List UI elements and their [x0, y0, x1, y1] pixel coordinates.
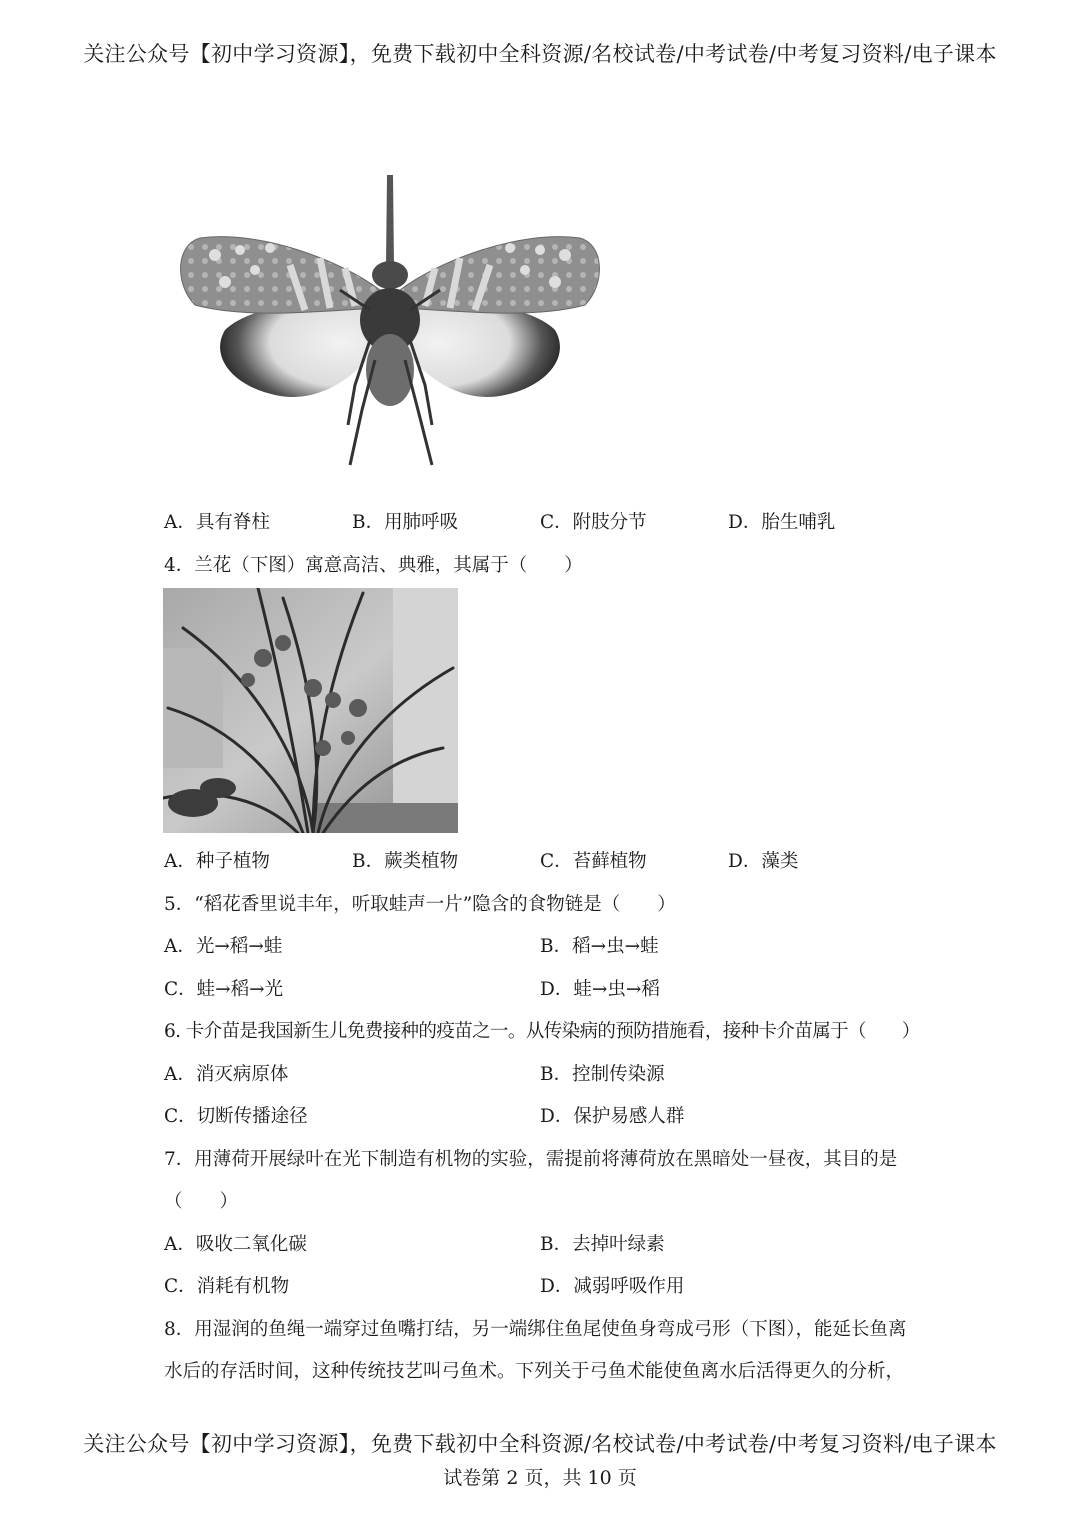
- q7-option-d: D．减弱呼吸作用: [540, 1276, 685, 1297]
- q6-stem: 6. 卡介苗是我国新生儿免费接种的疫苗之一。从传染病的预防措施看，接种卡介苗属于（ ）: [164, 1021, 920, 1042]
- q3-option-c: C．附肢分节: [540, 512, 647, 533]
- q4-option-b: B．蕨类植物: [352, 851, 459, 872]
- q5-option-d: D．蛙→虫→稻: [540, 979, 660, 1000]
- q7-stem-line2: （ ）: [164, 1191, 239, 1212]
- q7-option-b: B．去掉叶绿素: [540, 1234, 665, 1255]
- q6-option-b: B．控制传染源: [540, 1064, 665, 1085]
- q4-stem: 4．兰花（下图）寓意高洁、典雅，其属于（ ）: [164, 555, 583, 576]
- q4-option-c: C．苔藓植物: [540, 851, 647, 872]
- top-banner: 关注公众号【初中学习资源】，免费下载初中全科资源/名校试卷/中考试卷/中考复习资料/电子课本: [83, 42, 997, 66]
- page-footer: 试卷第 2 页，共 10 页: [443, 1467, 637, 1489]
- q6-option-d: D．保护易感人群: [540, 1106, 685, 1127]
- q6-option-a: A．消灭病原体: [164, 1064, 289, 1085]
- q8-stem-line1: 8．用湿润的鱼绳一端穿过鱼嘴打结，另一端绑住鱼尾使鱼身弯成弓形（下图），能延长鱼离: [164, 1319, 907, 1340]
- q8-stem-line2: 水后的存活时间，这种传统技艺叫弓鱼术。下列关于弓鱼术能使鱼离水后活得更久的分析，: [164, 1361, 905, 1382]
- q4-option-a: A．种子植物: [164, 851, 270, 872]
- q6-option-c: C．切断传播途径: [164, 1106, 308, 1127]
- q5-stem: 5．“稻花香里说丰年，听取蛙声一片”隐含的食物链是（ ）: [164, 894, 676, 915]
- orchid-photo: [163, 588, 458, 833]
- insect-rostrum: [386, 175, 394, 265]
- q7-stem-line1: 7．用薄荷开展绿叶在光下制造有机物的实验，需提前将薄荷放在黑暗处一昼夜，其目的是: [164, 1149, 898, 1170]
- bottom-banner: 关注公众号【初中学习资源】，免费下载初中全科资源/名校试卷/中考试卷/中考复习资料/电子课本: [83, 1432, 997, 1456]
- insect-figure: [170, 170, 610, 470]
- q3-option-b: B．用肺呼吸: [352, 512, 459, 533]
- q3-option-d: D．胎生哺乳: [728, 512, 836, 533]
- q7-option-a: A．吸收二氧化碳: [164, 1234, 307, 1255]
- q7-option-c: C．消耗有机物: [164, 1276, 290, 1297]
- q4-option-d: D．藻类: [728, 851, 799, 872]
- q5-option-a: A．光→稻→蛙: [164, 936, 283, 957]
- q3-option-a: A．具有脊柱: [164, 512, 270, 533]
- q5-option-b: B．稻→虫→蛙: [540, 936, 659, 957]
- insect-head: [372, 261, 408, 289]
- q5-option-c: C．蛙→稻→光: [164, 979, 284, 1000]
